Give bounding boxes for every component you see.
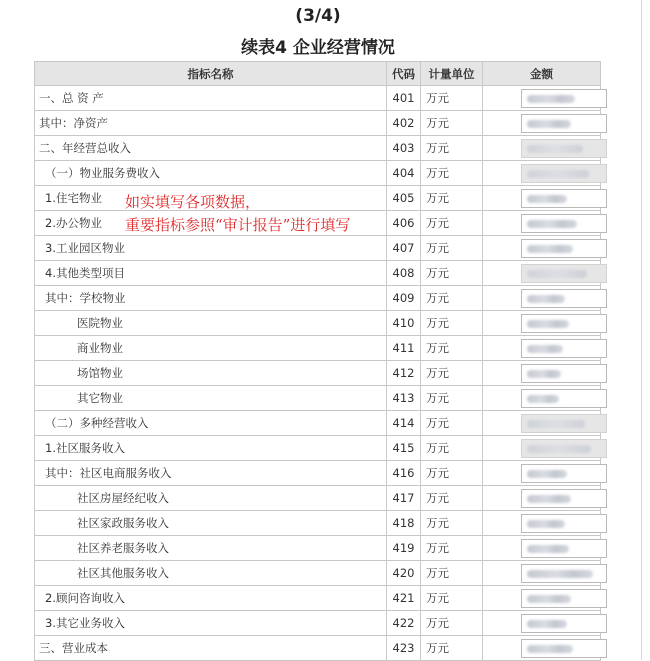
amount-cell xyxy=(483,511,601,536)
redacted-value xyxy=(527,145,583,153)
amount-input[interactable] xyxy=(521,189,607,208)
unit-cell: 万元 xyxy=(421,186,483,211)
indicator-code: 405 xyxy=(387,186,421,211)
indicator-name: 场馆物业 xyxy=(35,361,387,386)
amount-cell xyxy=(483,186,601,211)
amount-input[interactable] xyxy=(521,339,607,358)
indicator-code: 422 xyxy=(387,611,421,636)
indicator-code: 407 xyxy=(387,236,421,261)
indicator-name: 二、年经营总收入 xyxy=(35,136,387,161)
indicator-name: （二）多种经营收入 xyxy=(35,411,387,436)
indicator-code: 409 xyxy=(387,286,421,311)
indicator-code: 423 xyxy=(387,636,421,661)
amount-readonly-field xyxy=(521,164,607,183)
indicator-name: 其中：学校物业 xyxy=(35,286,387,311)
table-row xyxy=(35,411,601,436)
indicator-code: 418 xyxy=(387,511,421,536)
redacted-value xyxy=(527,420,585,428)
table-row xyxy=(35,511,601,536)
redacted-value xyxy=(527,320,569,328)
redacted-value xyxy=(527,545,569,553)
amount-input[interactable] xyxy=(521,489,607,508)
table-row xyxy=(35,261,601,286)
amount-cell xyxy=(483,386,601,411)
unit-cell: 万元 xyxy=(421,211,483,236)
amount-cell xyxy=(483,561,601,586)
table-row xyxy=(35,436,601,461)
amount-input[interactable] xyxy=(521,364,607,383)
table-row xyxy=(35,561,601,586)
amount-cell xyxy=(483,336,601,361)
table-row xyxy=(35,136,601,161)
indicator-name: 1.社区服务收入 xyxy=(35,436,387,461)
unit-cell: 万元 xyxy=(421,611,483,636)
indicator-code: 421 xyxy=(387,586,421,611)
indicator-code: 414 xyxy=(387,411,421,436)
indicator-code: 410 xyxy=(387,311,421,336)
indicator-name: 社区房屋经纪收入 xyxy=(35,486,387,511)
table-row xyxy=(35,111,601,136)
amount-input[interactable] xyxy=(521,239,607,258)
indicator-code: 415 xyxy=(387,436,421,461)
indicator-name: 3.其它业务收入 xyxy=(35,611,387,636)
table-row xyxy=(35,461,601,486)
indicator-code: 420 xyxy=(387,561,421,586)
page-right-border xyxy=(641,0,642,660)
amount-input[interactable] xyxy=(521,464,607,483)
indicator-name: 一、总 资 产 xyxy=(35,86,387,111)
business-operations-table xyxy=(34,61,601,661)
page-indicator: (3/4) xyxy=(295,6,341,26)
indicator-name: 社区养老服务收入 xyxy=(35,536,387,561)
table-row xyxy=(35,236,601,261)
amount-cell xyxy=(483,211,601,236)
redacted-value xyxy=(527,470,567,478)
indicator-name: 3.工业园区物业 xyxy=(35,236,387,261)
indicator-name: 社区家政服务收入 xyxy=(35,511,387,536)
unit-cell: 万元 xyxy=(421,511,483,536)
redacted-value xyxy=(527,120,571,128)
annotation-line-1: 如实填写各项数据， xyxy=(125,193,261,211)
table-row xyxy=(35,586,601,611)
unit-cell: 万元 xyxy=(421,636,483,661)
redacted-value xyxy=(527,570,593,578)
redacted-value xyxy=(527,245,573,253)
indicator-code: 412 xyxy=(387,361,421,386)
amount-cell xyxy=(483,361,601,386)
amount-readonly-field xyxy=(521,264,607,283)
unit-cell: 万元 xyxy=(421,311,483,336)
amount-cell xyxy=(483,411,601,436)
unit-cell: 万元 xyxy=(421,586,483,611)
amount-input[interactable] xyxy=(521,89,607,108)
indicator-code: 402 xyxy=(387,111,421,136)
unit-cell: 万元 xyxy=(421,86,483,111)
indicator-name: 三、营业成本 xyxy=(35,636,387,661)
amount-cell xyxy=(483,311,601,336)
unit-cell: 万元 xyxy=(421,261,483,286)
amount-cell xyxy=(483,111,601,136)
amount-input[interactable] xyxy=(521,564,607,583)
header-indicator-name: 指标名称 xyxy=(35,62,387,86)
amount-cell xyxy=(483,586,601,611)
table-header-row xyxy=(35,62,601,86)
unit-cell: 万元 xyxy=(421,136,483,161)
table-row xyxy=(35,286,601,311)
unit-cell: 万元 xyxy=(421,361,483,386)
redacted-value xyxy=(527,495,571,503)
unit-cell: 万元 xyxy=(421,411,483,436)
amount-input[interactable] xyxy=(521,214,607,233)
amount-input[interactable] xyxy=(521,289,607,308)
redacted-value xyxy=(527,95,575,103)
unit-cell: 万元 xyxy=(421,336,483,361)
table-row xyxy=(35,361,601,386)
unit-cell: 万元 xyxy=(421,111,483,136)
amount-input[interactable] xyxy=(521,639,607,658)
indicator-name: （一）物业服务费收入 xyxy=(35,161,387,186)
redacted-value xyxy=(527,295,565,303)
indicator-code: 403 xyxy=(387,136,421,161)
indicator-code: 417 xyxy=(387,486,421,511)
table-row xyxy=(35,636,601,661)
unit-cell: 万元 xyxy=(421,536,483,561)
indicator-code: 406 xyxy=(387,211,421,236)
amount-cell xyxy=(483,436,601,461)
indicator-code: 408 xyxy=(387,261,421,286)
amount-cell xyxy=(483,136,601,161)
header-unit: 计量单位 xyxy=(421,62,483,86)
header-amount: 金额 xyxy=(483,62,601,86)
redacted-value xyxy=(527,270,587,278)
indicator-code: 401 xyxy=(387,86,421,111)
table-row xyxy=(35,86,601,111)
unit-cell: 万元 xyxy=(421,286,483,311)
unit-cell: 万元 xyxy=(421,436,483,461)
indicator-name: 社区其他服务收入 xyxy=(35,561,387,586)
table-row xyxy=(35,386,601,411)
table-row xyxy=(35,486,601,511)
unit-cell: 万元 xyxy=(421,561,483,586)
amount-input[interactable] xyxy=(521,589,607,608)
redacted-value xyxy=(527,395,559,403)
redacted-value xyxy=(527,645,573,653)
redacted-value xyxy=(527,520,565,528)
amount-input[interactable] xyxy=(521,514,607,533)
indicator-code: 404 xyxy=(387,161,421,186)
table-row xyxy=(35,186,601,211)
unit-cell: 万元 xyxy=(421,386,483,411)
amount-cell xyxy=(483,161,601,186)
redacted-value xyxy=(527,620,567,628)
redacted-value xyxy=(527,345,563,353)
amount-input[interactable] xyxy=(521,389,607,408)
amount-input[interactable] xyxy=(521,114,607,133)
table-title: 续表4 企业经营情况 xyxy=(241,38,395,58)
amount-cell xyxy=(483,636,601,661)
amount-readonly-field xyxy=(521,439,607,458)
unit-cell: 万元 xyxy=(421,236,483,261)
amount-readonly-field xyxy=(521,414,607,433)
unit-cell: 万元 xyxy=(421,161,483,186)
indicator-code: 413 xyxy=(387,386,421,411)
unit-cell: 万元 xyxy=(421,486,483,511)
indicator-code: 419 xyxy=(387,536,421,561)
table-row xyxy=(35,611,601,636)
indicator-name: 医院物业 xyxy=(35,311,387,336)
amount-cell xyxy=(483,611,601,636)
amount-cell xyxy=(483,286,601,311)
amount-cell xyxy=(483,461,601,486)
table-row xyxy=(35,161,601,186)
table-row xyxy=(35,311,601,336)
amount-input[interactable] xyxy=(521,614,607,633)
unit-cell: 万元 xyxy=(421,461,483,486)
indicator-name: 其中：社区电商服务收入 xyxy=(35,461,387,486)
amount-cell xyxy=(483,536,601,561)
table-row xyxy=(35,336,601,361)
amount-input[interactable] xyxy=(521,314,607,333)
indicator-name: 1.住宅物业 xyxy=(35,186,387,211)
indicator-name: 2.顾问咨询收入 xyxy=(35,586,387,611)
redacted-value xyxy=(527,220,577,228)
amount-readonly-field xyxy=(521,139,607,158)
amount-cell xyxy=(483,261,601,286)
header-code: 代码 xyxy=(387,62,421,86)
indicator-name: 其中：净资产 xyxy=(35,111,387,136)
redacted-value xyxy=(527,195,567,203)
indicator-name: 商业物业 xyxy=(35,336,387,361)
amount-input[interactable] xyxy=(521,539,607,558)
indicator-name: 4.其他类型项目 xyxy=(35,261,387,286)
redacted-value xyxy=(527,170,589,178)
redacted-value xyxy=(527,445,591,453)
table-row xyxy=(35,536,601,561)
annotation-line-2: 重要指标参照“审计报告”进行填写 xyxy=(125,216,351,234)
amount-cell xyxy=(483,86,601,111)
amount-cell xyxy=(483,486,601,511)
indicator-code: 411 xyxy=(387,336,421,361)
indicator-name: 其它物业 xyxy=(35,386,387,411)
indicator-name: 2.办公物业 xyxy=(35,211,387,236)
redacted-value xyxy=(527,595,571,603)
redacted-value xyxy=(527,370,561,378)
indicator-code: 416 xyxy=(387,461,421,486)
amount-cell xyxy=(483,236,601,261)
